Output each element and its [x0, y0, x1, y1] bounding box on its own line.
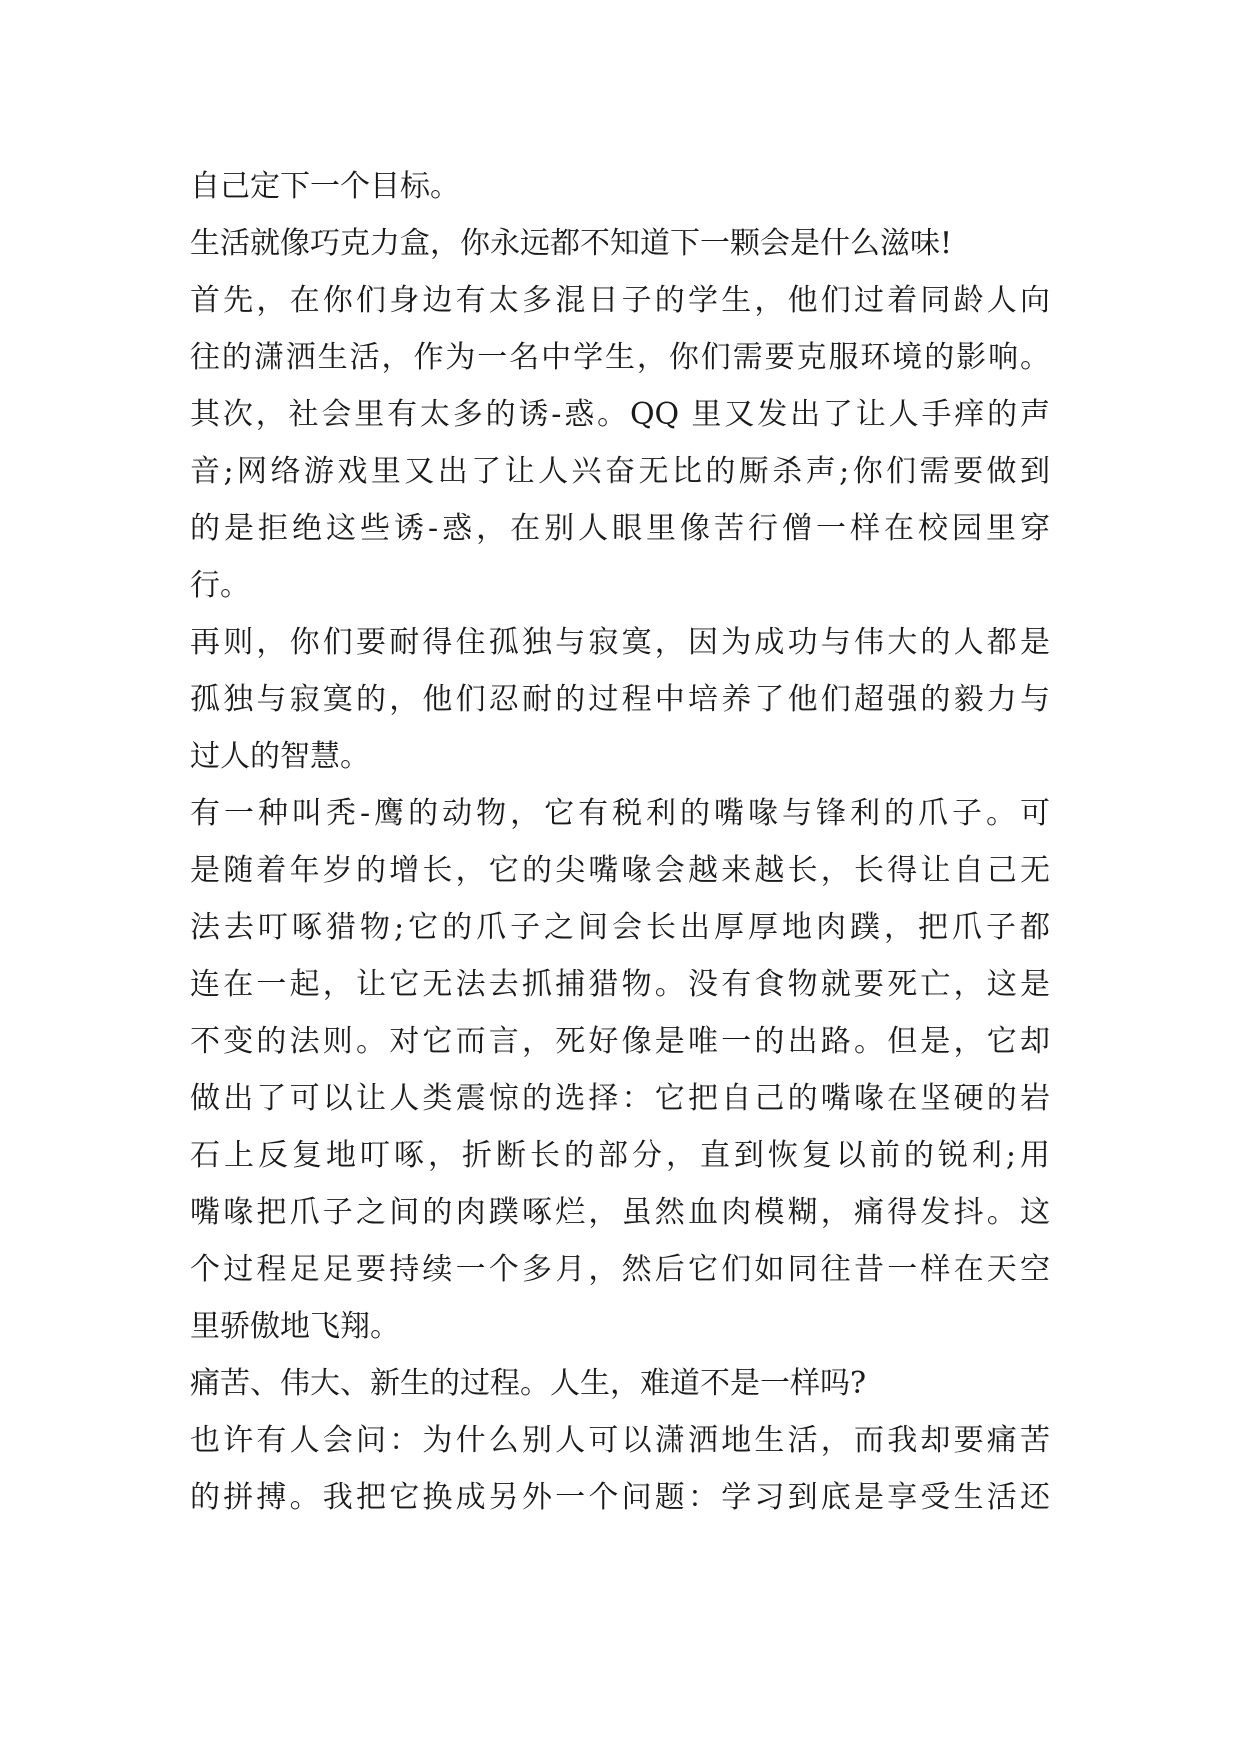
- text-line: 音;网络游戏里又出了让人兴奋无比的厮杀声;你们需要做到: [190, 454, 1050, 489]
- text-line: 法去叮啄猎物;它的爪子之间会长出厚厚地肉蹼，把爪子都: [190, 910, 1050, 945]
- text-line: 也许有人会问：为什么别人可以潇洒地生活，而我却要痛苦: [190, 1423, 1050, 1458]
- text-line: 连在一起，让它无法去抓捕猎物。没有食物就要死亡，这是: [190, 967, 1050, 1002]
- text-line: 首先，在你们身边有太多混日子的学生，他们过着同龄人向: [190, 283, 1050, 318]
- text-line: 过人的智慧。: [190, 739, 370, 774]
- text-line: 的拼搏。我把它换成另外一个问题：学习到底是享受生活还: [190, 1480, 1050, 1515]
- text-line: 生活就像巧克力盒，你永远都不知道下一颗会是什么滋味!: [190, 226, 953, 261]
- text-line: 行。: [190, 568, 250, 603]
- text-line: 嘴喙把爪子之间的肉蹼啄烂，虽然血肉模糊，痛得发抖。这: [190, 1195, 1050, 1230]
- text-line: 做出了可以让人类震惊的选择：它把自己的嘴喙在坚硬的岩: [190, 1081, 1050, 1116]
- text-line: 自己定下一个目标。: [190, 169, 460, 204]
- text-line: 里骄傲地飞翔。: [190, 1309, 400, 1344]
- text-line: 石上反复地叮啄，折断长的部分，直到恢复以前的锐利;用: [190, 1138, 1050, 1173]
- text-line: 痛苦、伟大、新生的过程。人生，难道不是一样吗?: [190, 1366, 867, 1401]
- text-line: 再则，你们要耐得住孤独与寂寞，因为成功与伟大的人都是: [190, 625, 1050, 660]
- text-line: 孤独与寂寞的，他们忍耐的过程中培养了他们超强的毅力与: [190, 682, 1050, 717]
- text-line: 不变的法则。对它而言，死好像是唯一的出路。但是，它却: [190, 1024, 1050, 1059]
- text-line: 是随着年岁的增长，它的尖嘴喙会越来越长，长得让自己无: [190, 853, 1050, 888]
- body-text: [190, 158, 1050, 1526]
- text-line: 的是拒绝这些诱-惑，在别人眼里像苦行僧一样在校园里穿: [190, 511, 1050, 546]
- text-line: 往的潇洒生活，作为一名中学生，你们需要克服环境的影响。: [190, 340, 1050, 375]
- text-line: 个过程足足要持续一个多月，然后它们如同往昔一样在天空: [190, 1252, 1050, 1287]
- text-line: 有一种叫秃-鹰的动物，它有税利的嘴喙与锋利的爪子。可: [190, 796, 1050, 831]
- text-line: 其次，社会里有太多的诱-惑。QQ 里又发出了让人手痒的声: [190, 397, 1050, 432]
